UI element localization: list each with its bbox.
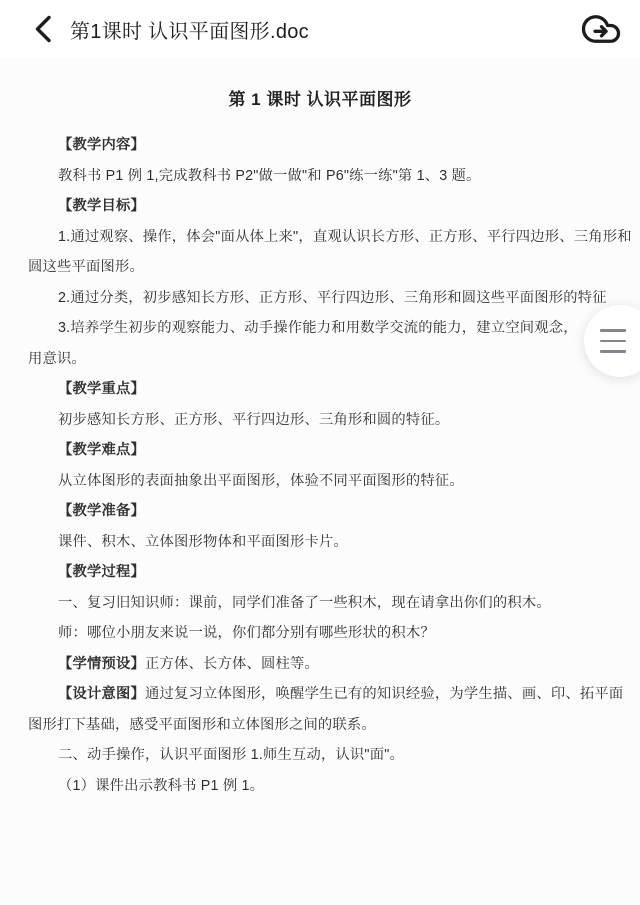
doc-line-text: 二、动手操作，认识平面图形 1.师生互动，认识"面"。 [58, 747, 404, 763]
doc-line-text: （1）课件出示教科书 P1 例 1。 [58, 777, 265, 794]
doc-line [0, 313, 640, 344]
doc-line [0, 771, 640, 802]
share-button[interactable] [576, 8, 626, 50]
doc-line [0, 710, 640, 741]
document-page [0, 82, 640, 801]
doc-line-text: 课件、积木、立体图形物体和平面图形卡片。 [58, 533, 348, 550]
chevron-left-icon [32, 14, 54, 44]
doc-line-text: 从立体图形的表面抽象出平面图形，体验不同平面图形的特征。 [58, 472, 464, 489]
doc-line [0, 405, 640, 436]
doc-line [0, 679, 640, 710]
doc-line-text: 圆这些平面图形。 [28, 259, 144, 275]
doc-line [0, 466, 640, 497]
doc-line [0, 374, 640, 405]
doc-line-text: 教科书 P1 例 1,完成教科书 P2"做一做"和 P6"练一练"第 1、3 题。 [58, 167, 481, 184]
doc-line-text: 【教学重点】 [58, 381, 145, 397]
doc-line-text: 【教学目标】 [58, 198, 145, 214]
doc-line [0, 222, 640, 253]
doc-line [0, 283, 640, 314]
doc-line-text: 用意识。 [28, 350, 86, 367]
document-body [0, 130, 640, 801]
doc-line [0, 588, 640, 619]
doc-line [0, 130, 640, 161]
doc-line [0, 618, 640, 649]
back-button[interactable] [32, 14, 54, 44]
doc-line [0, 252, 640, 283]
doc-line-text: 通过复习立体图形，唤醒学生已有的知识经验，为学生描、画、印、拓平面 [144, 686, 624, 702]
doc-line-text: 师：哪位小朋友来说一说，你们都分别有哪些形状的积木？ [58, 625, 435, 641]
cloud-share-icon [576, 8, 626, 50]
doc-line-text: 一、复习旧知识师：课前，同学们准备了一些积木，现在请拿出你们的积木。 [58, 594, 551, 611]
doc-line [0, 161, 640, 192]
file-title: 第1课时 认识平面图形.doc [70, 20, 309, 43]
doc-line [0, 191, 640, 222]
header [0, 0, 640, 58]
doc-line-text: 3.培养学生初步的观察能力、动手操作能力和用数学交流的能力，建立空间观念， [58, 320, 578, 336]
doc-line-text: 图形打下基础，感受平面图形和立体图形之间的联系。 [28, 716, 376, 733]
doc-line-text: 【教学内容】 [58, 137, 145, 153]
doc-line [0, 557, 640, 588]
doc-line-text: 正方体、长方体、圆柱等。 [144, 655, 319, 672]
doc-line [0, 435, 640, 466]
doc-line [0, 740, 640, 771]
doc-line [0, 496, 640, 527]
doc-line-text: 2.通过分类，初步感知长方形、正方形、平行四边形、三角形和圆这些平面图形的特征 [58, 289, 607, 306]
doc-line-text: 【教学难点】 [58, 442, 145, 458]
doc-line-text: 初步感知长方形、正方形、平行四边形、三角形和圆的特征。 [58, 411, 450, 428]
doc-line [0, 344, 640, 375]
doc-line-text: 【教学准备】 [58, 503, 145, 519]
doc-line [0, 649, 640, 680]
doc-line-label: 【设计意图】 [58, 686, 145, 702]
doc-line [0, 527, 640, 558]
doc-line-label: 【学情预设】 [58, 655, 145, 672]
doc-line-text: 【教学过程】 [58, 564, 145, 580]
doc-line-text: 1.通过观察、操作，体会"面从体上来"，直观认识长方形、正方形、平行四边形、三角形和 [58, 228, 632, 245]
document-title: 第 1 课时 认识平面图形 [228, 90, 412, 109]
